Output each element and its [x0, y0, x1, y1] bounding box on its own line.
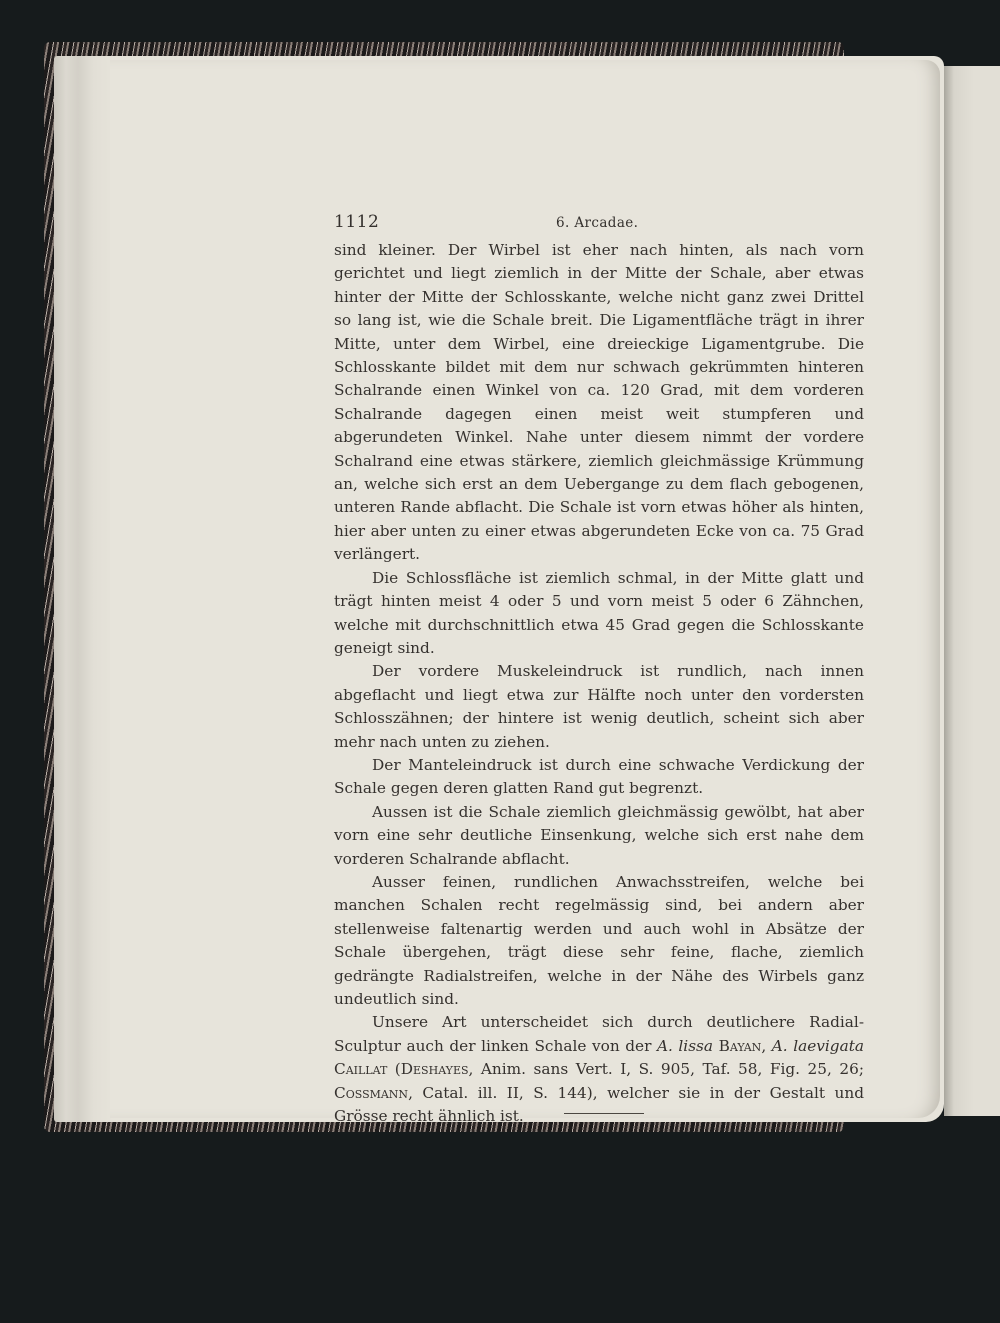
paragraph-1: sind kleiner. Der Wirbel ist eher nach hinten, als nach vorn gerichtet und liegt ziemlich in der Mitte der Schale, aber etwas hinter der Mitte der Schlosskante, welche nicht ganz zwei Drittel so lang ist, wie die Schale breit. Die Ligamentfläche trägt in ihrer Mitte, unter dem Wirbel, eine dreieckige Ligamentgrube. Die Schlosskante bildet mit dem nur schwach gekrümmten hinteren Schalrande einen Winkel von ca. 120 Grad, mit dem vorderen Schalrande dagegen einen meist weit stumpferen und abgerundeten Winkel. Nahe unter diesem nimmt der vordere Schalrand eine etwas stärkere, ziemlich gleichmässige Krümmung an, welche sich erst an dem Uebergange zu dem flach gebogenen, unteren Rande abflacht. Die Schale ist vorn etwas höher als hinten, hier aber unten zu einer etwas abgerundeten Ecke von ca. 75 Grad verlängert.: [334, 241, 864, 564]
separator: ,: [761, 1036, 767, 1055]
species-name-lissa: A. lissa: [656, 1036, 714, 1055]
species-name-laevigata: A. laevigata: [771, 1036, 864, 1055]
paragraph-3: Der vordere Muskeleindruck ist rundlich, nach innen abgeflacht und liegt etwa zur Hälfte noch unter den vordersten Schlosszähnen; der hintere ist wenig deutlich, scheint sich aber mehr nach unten zu ziehen.: [334, 662, 864, 751]
paragraph-2: Die Schlossfläche ist ziemlich schmal, in der Mitte glatt und trägt hinten meist 4 oder 5 und vorn meist 5 oder 6 Zähnchen, welche mit durchschnittlich etwa 45 Grad gegen die Schlosskante geneigt sind.: [334, 568, 864, 657]
page-number: 1112: [334, 212, 380, 232]
paragraph-4: Der Manteleindruck ist durch eine schwache Verdickung der Schale gegen deren glatten Rand gut begrenzt.: [334, 755, 864, 798]
author-caillat: Caillat: [334, 1060, 388, 1079]
paragraph-7-text-a: Unsere Art unterscheidet sich durch deutlichere Radial-Sculptur auch der linken Schale von der: [334, 1013, 864, 1055]
facing-page-edge: [944, 66, 1000, 1116]
paragraph-7: [334, 1011, 864, 1128]
page-text: [334, 207, 864, 1128]
author-cossmann: Cossmann: [334, 1083, 409, 1102]
paragraph-7-text-b: , Anim. sans Vert. I, S. 905, Taf. 58, Fig. 25, 26;: [468, 1060, 864, 1079]
paragraph-5: Aussen ist die Schale ziemlich gleichmässig gewölbt, hat aber vorn eine sehr deutliche Einsenkung, welche sich erst nahe dem vorderen Schalrande abflacht.: [334, 802, 864, 868]
running-head: [334, 207, 864, 239]
paragraph-6: Ausser feinen, rundlichen Anwachsstreifen, welche bei manchen Schalen recht regelmässig sind, bei andern aber stellenweise faltenartig werden und auch wohl in Absätze der Schale übergehen, trägt diese sehr feine, flache, ziemlich gedrängte Radialstreifen, welche in der Nähe des Wirbels ganz undeutlich sind.: [334, 872, 864, 1008]
paragraph-7-text-c: , Catal. ill. II, S. 144), welcher sie in der Gestalt und Grösse recht ähnlich ist.: [334, 1083, 864, 1126]
author-bayan: Bayan: [718, 1036, 762, 1055]
paren-open: (: [394, 1060, 401, 1079]
end-rule: [564, 1113, 644, 1114]
section-title: 6. Arcadae.: [556, 215, 639, 231]
author-deshayes: Deshayes: [400, 1060, 469, 1079]
